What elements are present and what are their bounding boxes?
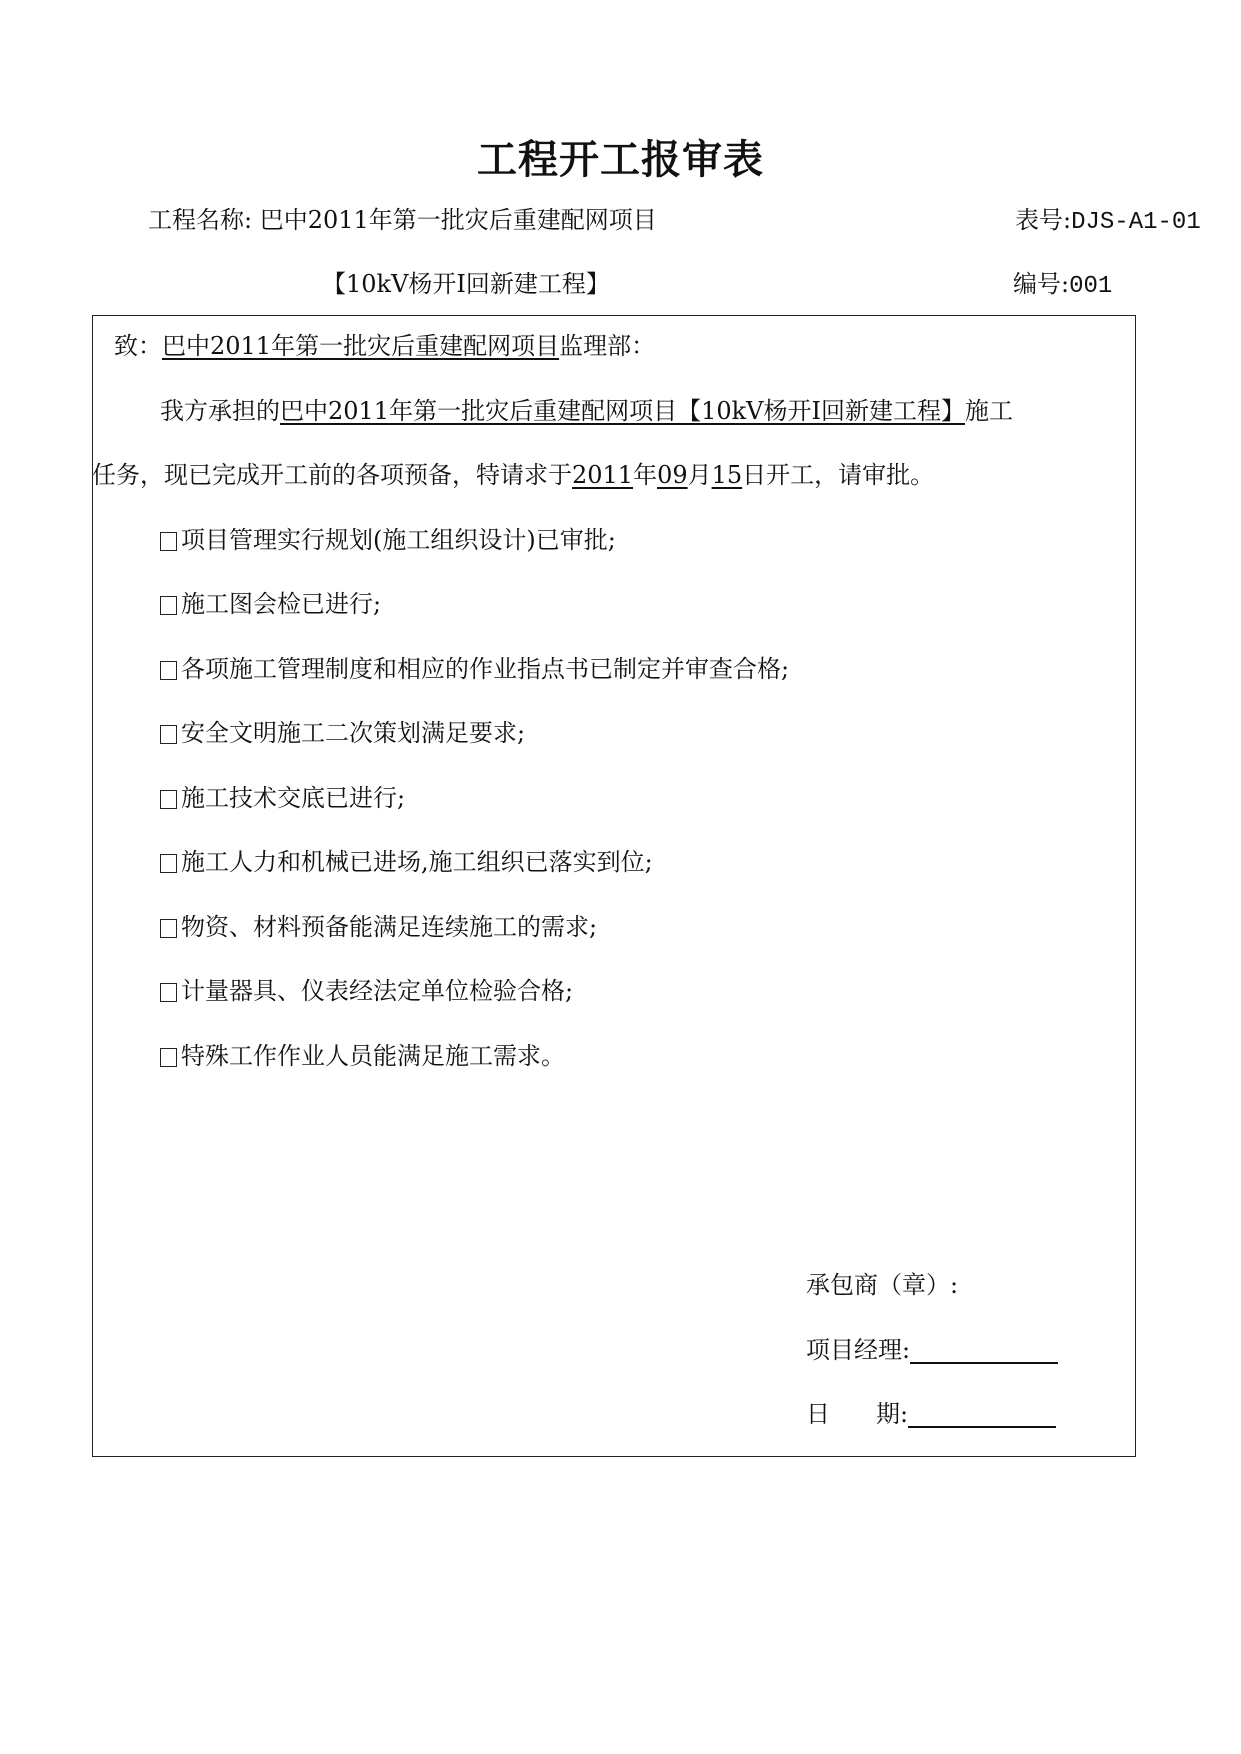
checklist-text: 计量器具、仪表经法定单位检验合格; — [181, 977, 574, 1005]
checkbox[interactable] — [160, 983, 177, 1002]
project-name: 巴中2011年第一批灾后重建配网项目 — [259, 206, 657, 234]
serial-number — [1013, 264, 1112, 300]
start-month: 09 — [657, 461, 688, 489]
contractor-seal-label: 承包商（章）: — [806, 1271, 959, 1299]
project-label: 工程名称: — [148, 206, 253, 234]
checkbox[interactable] — [160, 790, 177, 809]
date-label-char1: 日 — [806, 1400, 830, 1428]
para2-prefix: 任务，现已完成开工前的各项预备，特请求于 — [92, 461, 572, 489]
para-prefix: 我方承担的 — [160, 397, 280, 425]
addressee-prefix: 致： — [114, 332, 162, 360]
start-year: 2011 — [572, 461, 634, 489]
para2-suffix: 日开工，请审批。 — [742, 461, 935, 489]
project-manager-label: 项目经理: — [806, 1336, 911, 1364]
checklist-text: 施工技术交底已进行; — [181, 784, 406, 812]
addressee-suffix: 监理部： — [559, 332, 656, 360]
para-project: 巴中2011年第一批灾后重建配网项目【10kV杨开Ⅰ回新建工程】 — [280, 397, 965, 425]
date-field[interactable] — [908, 1402, 1056, 1428]
checkbox[interactable] — [160, 661, 177, 680]
checkbox[interactable] — [160, 532, 177, 551]
para-suffix: 施工 — [964, 397, 1013, 425]
checklist-text: 特殊工作作业人员能满足施工需求。 — [181, 1042, 565, 1070]
project-manager-signature-field[interactable] — [910, 1338, 1058, 1364]
checklist-item — [160, 588, 381, 620]
year-unit: 年 — [633, 461, 658, 489]
start-day: 15 — [711, 461, 743, 489]
month-unit: 月 — [687, 461, 712, 489]
checklist-item — [160, 846, 653, 878]
date-line — [806, 1398, 1056, 1430]
checklist-text: 项目管理实行规划(施工组织设计)已审批; — [181, 526, 616, 554]
project-manager-line — [806, 1334, 1058, 1366]
project-name-line — [148, 200, 657, 235]
serial-label: 编号: — [1013, 270, 1070, 298]
checkbox[interactable] — [160, 854, 177, 873]
request-paragraph-line1 — [160, 395, 1013, 427]
checklist-item — [160, 524, 616, 556]
checkbox[interactable] — [160, 919, 177, 938]
checkbox[interactable] — [160, 1048, 177, 1067]
addressee-recipient: 巴中2011年第一批灾后重建配网项目 — [162, 332, 560, 360]
checklist-item — [160, 1040, 565, 1072]
checklist-item — [160, 653, 789, 685]
addressee-line — [114, 330, 655, 362]
sub-project-name: 【10kV杨开Ⅰ回新建工程】 — [322, 270, 610, 298]
request-paragraph-line2 — [92, 459, 934, 491]
checkbox[interactable] — [160, 596, 177, 615]
form-number-value: DJS-A1-01 — [1071, 209, 1201, 236]
checklist-text: 施工图会检已进行; — [181, 590, 382, 618]
form-number-label: 表号: — [1015, 206, 1072, 234]
serial-value: 001 — [1069, 273, 1113, 300]
checklist-text: 物资、材料预备能满足连续施工的需求; — [181, 913, 598, 941]
checklist-item — [160, 782, 405, 814]
checklist-item — [160, 975, 573, 1007]
form-number — [1015, 200, 1201, 236]
checklist-item — [160, 717, 525, 749]
checklist-text: 施工人力和机械已进场,施工组织已落实到位; — [181, 848, 653, 876]
checklist-text: 安全文明施工二次策划满足要求; — [181, 719, 526, 747]
date-label-char2: 期: — [876, 1400, 909, 1428]
checklist-text: 各项施工管理制度和相应的作业指点书已制定并审查合格; — [181, 655, 790, 683]
checklist-item — [160, 911, 597, 943]
form-title: 工程开工报审表 — [477, 137, 764, 183]
checkbox[interactable] — [160, 725, 177, 744]
